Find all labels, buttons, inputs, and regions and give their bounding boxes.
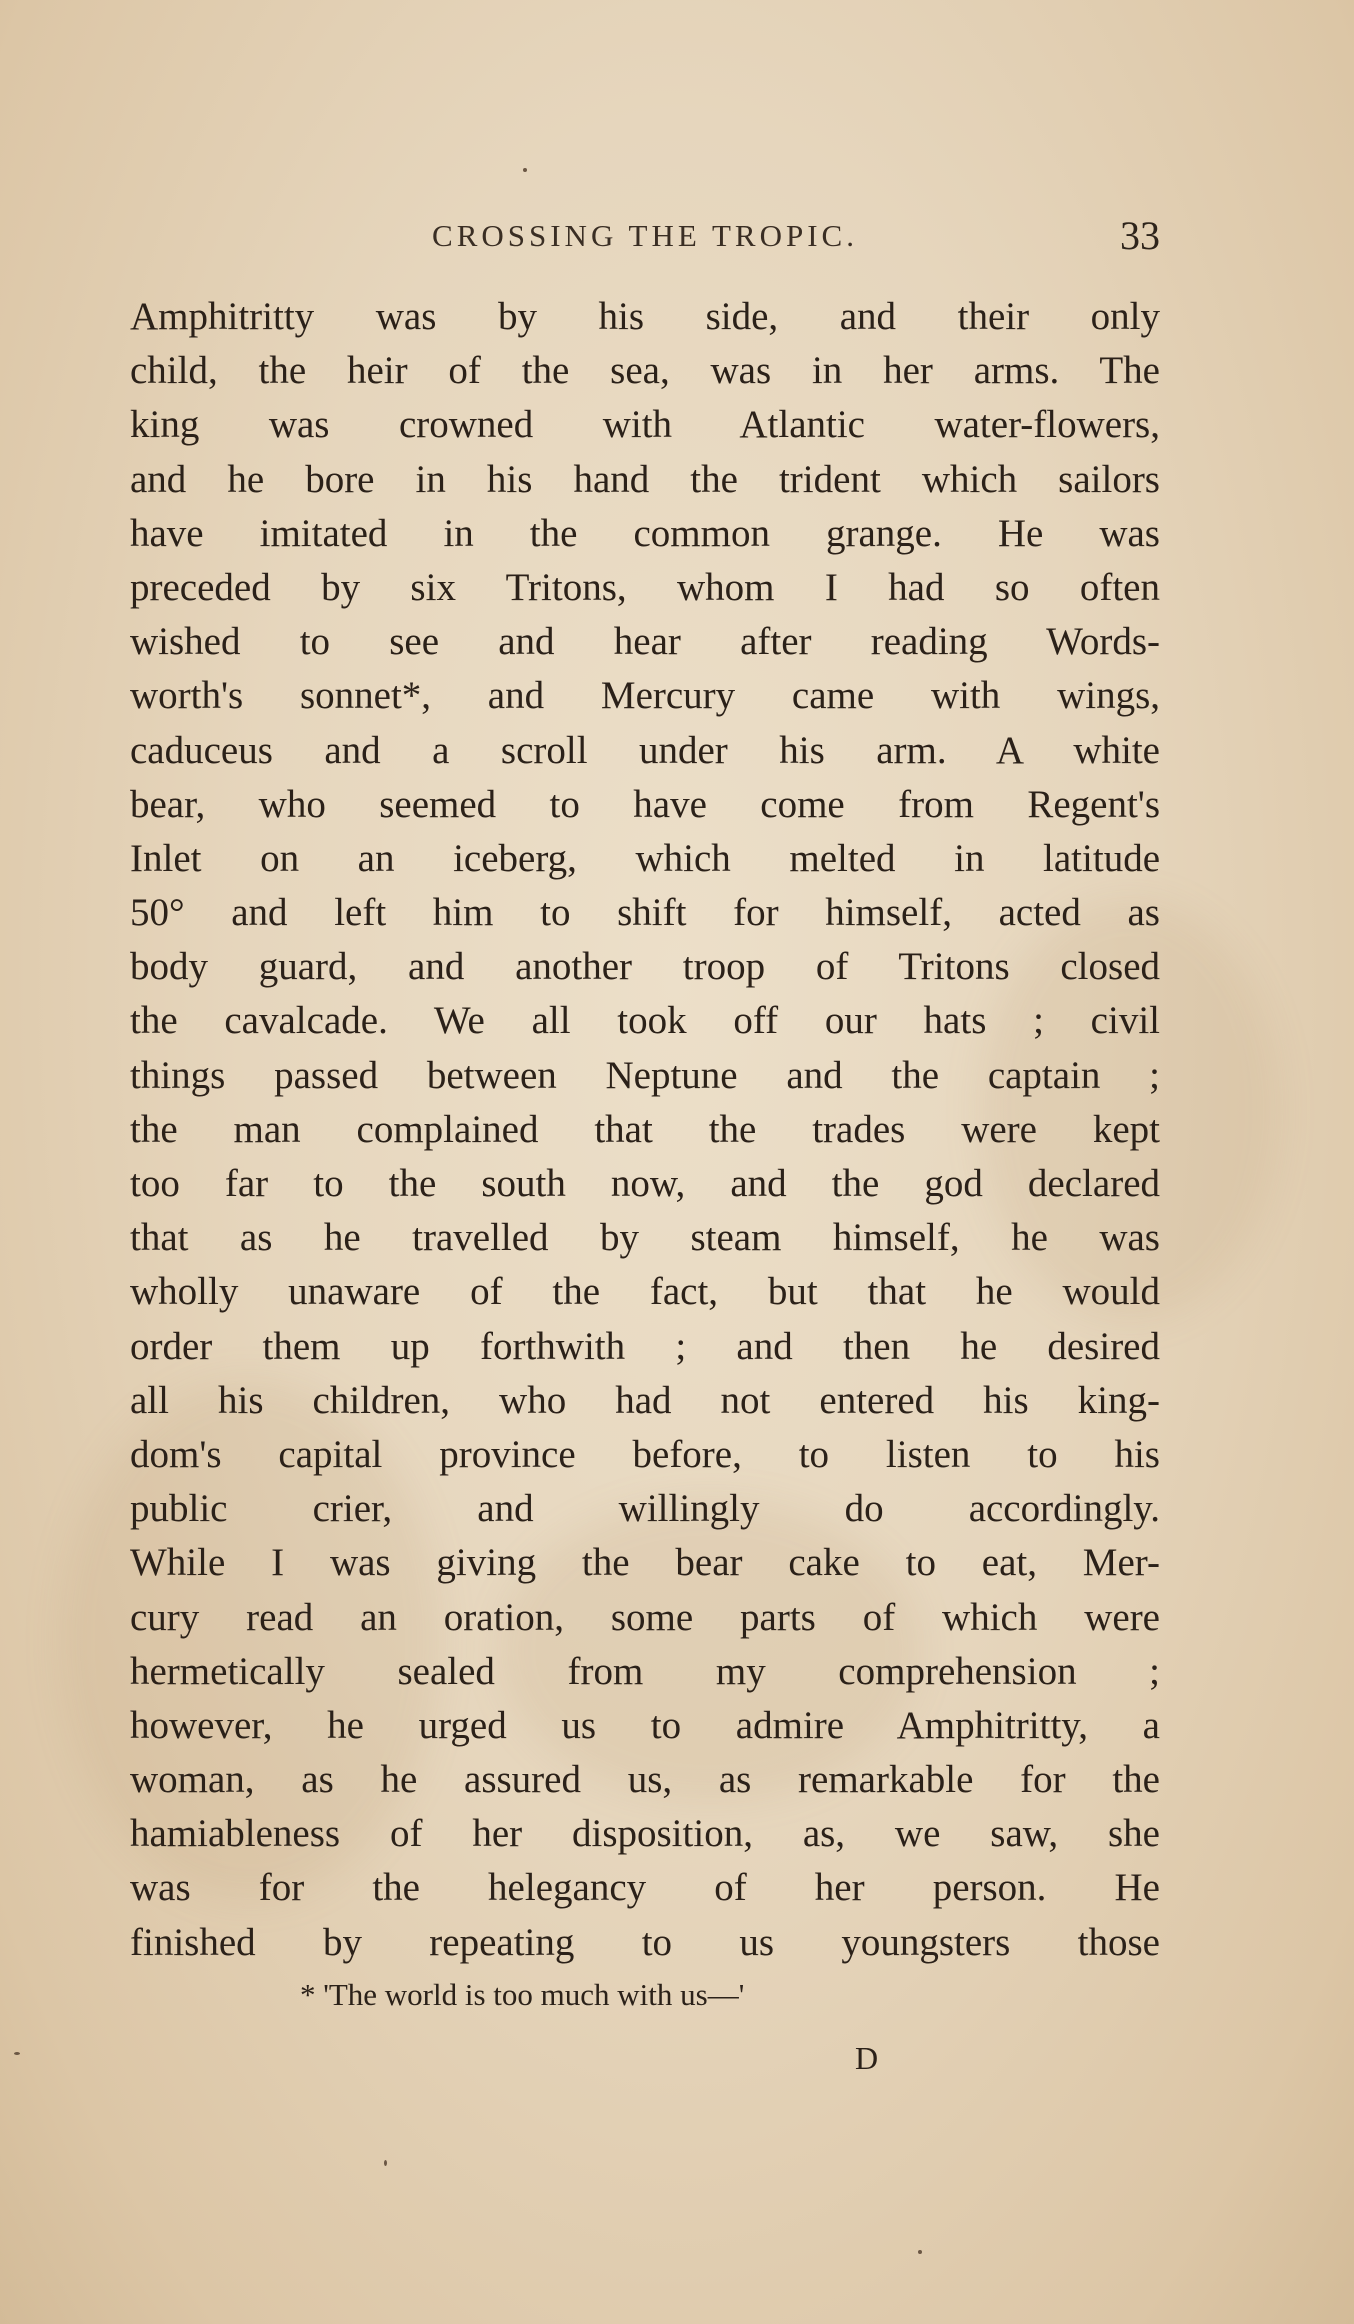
text-line: the cavalcade. We all took off our hats ; civil [130,999,1160,1043]
text-line: cury read an oration, some parts of which were [130,1595,1160,1639]
text-line: hermetically sealed from my comprehension ; [130,1649,1160,1693]
paper-speck [384,2160,387,2166]
paper-speck [918,2250,922,2254]
text-line: things passed between Neptune and the captain ; [130,1053,1160,1097]
text-line: bear, who seemed to have come from Regent's [130,782,1160,826]
signature-mark: D [855,2040,879,2076]
text-line: and he bore in his hand the trident which sailors [130,457,1160,501]
text-line: order them up forthwith ; and then he desired [130,1324,1160,1368]
text-line: was for the helegancy of her person. He [130,1866,1160,1910]
text-line: hamiableness of her disposition, as, we saw, she [130,1812,1160,1856]
text-line: have imitated in the common grange. He was [130,511,1160,555]
text-line: however, he urged us to admire Amphitritty, a [130,1703,1160,1747]
text-line: 50° and left him to shift for himself, acted as [130,891,1160,935]
text-line: that as he travelled by steam himself, he was [130,1216,1160,1260]
text-line: Amphitritty was by his side, and their only [130,295,1160,338]
text-line: caduceus and a scroll under his arm. A white [130,728,1160,772]
text-line: king was crowned with Atlantic water-flowers, [130,403,1160,447]
text-line: While I was giving the bear cake to eat, Mer- [130,1541,1160,1585]
paper-speck [14,2052,20,2055]
text-line: all his children, who had not entered his king- [130,1378,1160,1422]
text-line: public crier, and willingly do accordingly. [130,1487,1160,1531]
footnote: * 'The world is too much with us—' [300,1977,745,2012]
text-line: wished to see and hear after reading Words- [130,620,1160,664]
text-line: dom's capital province before, to listen to his [130,1432,1160,1476]
text-line: too far to the south now, and the god declared [130,1162,1160,1205]
text-line: the man complained that the trades were kept [130,1107,1160,1151]
text-line: child, the heir of the sea, was in her arms. The [130,349,1160,393]
text-line: worth's sonnet*, and Mercury came with wings, [130,674,1160,718]
page-header [130,212,1160,262]
text-line: preceded by six Tritons, whom I had so often [130,565,1160,609]
text-line: body guard, and another troop of Tritons closed [130,945,1160,989]
paper-speck [523,168,527,172]
text-line: Inlet on an iceberg, which melted in latitude [130,836,1160,880]
body-text [130,290,1160,1970]
text-line: woman, as he assured us, as remarkable for the [130,1758,1160,1802]
running-head: CROSSING THE TROPIC. [432,218,858,253]
text-line: finished by repeating to us youngsters those [130,1920,1160,1964]
text-line: wholly unaware of the fact, but that he would [130,1270,1160,1314]
page-number: 33 [1120,213,1160,258]
